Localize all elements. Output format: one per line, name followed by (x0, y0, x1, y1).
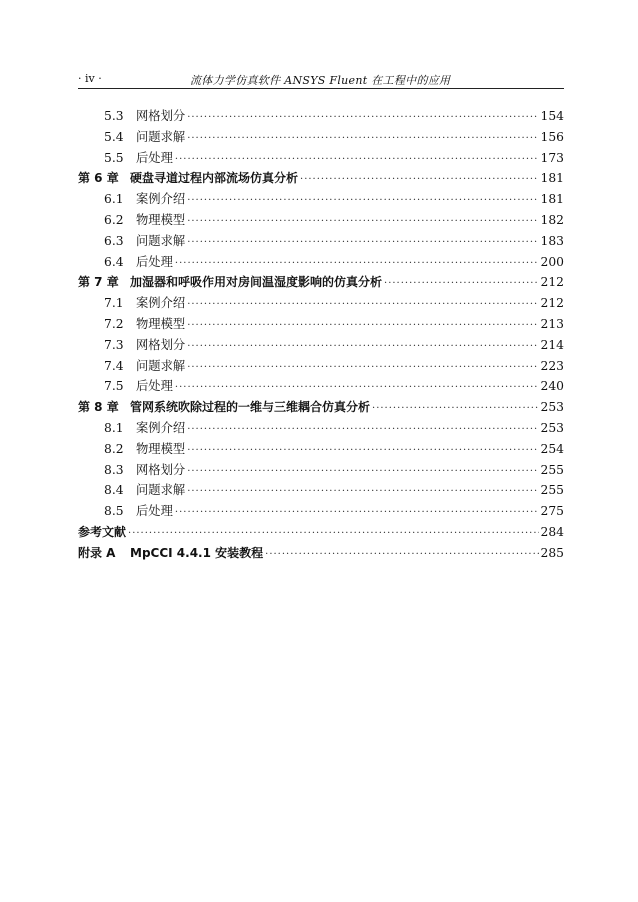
toc-page: 214 (540, 337, 564, 352)
toc-title: 物理模型 (136, 316, 186, 331)
running-title: 流体力学仿真软件 ANSYS Fluent 在工程中的应用 (190, 74, 451, 87)
toc-title: 物理模型 (136, 212, 186, 227)
toc-appendix[interactable] (78, 543, 564, 564)
toc-page: 285 (540, 545, 564, 560)
toc-entry[interactable] (78, 439, 564, 460)
toc-title: 案例介绍 (136, 192, 186, 207)
chapter-number: 第 8 章 (78, 400, 119, 415)
toc-number: 8.3 (104, 462, 124, 477)
toc-number: 7.3 (104, 337, 124, 352)
leader-dots (265, 545, 538, 566)
toc-title: 问题求解 (136, 129, 186, 144)
toc-chapter[interactable] (78, 397, 564, 418)
chapter-title: 管网系统吹除过程的一维与三维耦合仿真分析 (130, 400, 371, 415)
toc-entry[interactable] (78, 460, 564, 481)
toc-title: 问题求解 (136, 358, 186, 373)
toc-entry[interactable] (78, 376, 564, 397)
toc-page: 212 (540, 275, 564, 290)
toc-page: 182 (540, 212, 564, 227)
toc-number: 7.4 (104, 358, 124, 373)
toc-page: 156 (540, 129, 564, 144)
toc-number: 6.3 (104, 233, 124, 248)
toc-page: 200 (540, 254, 564, 269)
leader-dots (384, 274, 539, 295)
toc-entry[interactable] (78, 210, 564, 231)
toc-page: 173 (540, 150, 564, 165)
toc-number: 7.1 (104, 296, 124, 311)
leader-dots (187, 337, 538, 358)
toc-page: 253 (540, 420, 564, 435)
toc-page: 255 (540, 483, 564, 498)
toc-page: 284 (540, 524, 564, 539)
leader-dots (187, 358, 538, 379)
toc-entry[interactable] (78, 356, 564, 377)
toc-title: 物理模型 (136, 441, 186, 456)
leader-dots (187, 316, 538, 337)
toc-entry[interactable] (78, 127, 564, 148)
table-of-contents (78, 106, 564, 564)
toc-number: 8.4 (104, 483, 124, 498)
chapter-title: 加湿器和呼吸作用对房间温湿度影响的仿真分析 (130, 275, 383, 290)
leader-dots (187, 212, 538, 233)
toc-page: 181 (540, 192, 564, 207)
leader-dots (187, 108, 538, 129)
toc-entry[interactable] (78, 480, 564, 501)
toc-number: 5.3 (104, 109, 124, 123)
leader-dots (175, 378, 539, 399)
toc-number: 5.5 (104, 150, 124, 165)
toc-entry[interactable] (78, 314, 564, 335)
toc-title: 案例介绍 (136, 296, 186, 311)
toc-chapter[interactable] (78, 168, 564, 189)
toc-page: 254 (540, 441, 564, 456)
toc-page: 223 (540, 358, 564, 373)
toc-title: 后处理 (136, 254, 173, 269)
toc-number: 8.1 (104, 420, 124, 435)
toc-entry[interactable] (78, 148, 564, 169)
toc-entry[interactable] (78, 501, 564, 522)
toc-entry[interactable] (78, 252, 564, 273)
chapter-number: 第 6 章 (78, 171, 119, 186)
leader-dots (128, 524, 539, 545)
leader-dots (372, 399, 539, 420)
toc-entry[interactable] (78, 231, 564, 252)
toc-number: 6.4 (104, 254, 124, 269)
toc-page: 275 (540, 504, 564, 519)
toc-title: 后处理 (136, 150, 173, 165)
leader-dots (175, 150, 539, 171)
appendix-number: 附录 A (78, 545, 116, 560)
toc-number: 7.5 (104, 379, 124, 394)
leader-dots (187, 129, 538, 150)
leader-dots (175, 503, 539, 524)
toc-entry[interactable] (78, 106, 564, 127)
toc-title: 案例介绍 (136, 420, 186, 435)
leader-dots (187, 191, 538, 212)
leader-dots (187, 295, 538, 316)
toc-references[interactable] (78, 522, 564, 543)
leader-dots (187, 482, 538, 503)
toc-page: 253 (540, 400, 564, 415)
toc-title: 网格划分 (136, 337, 186, 352)
page-header (78, 70, 564, 89)
leader-dots (187, 441, 538, 462)
toc-title: 网格划分 (136, 462, 186, 477)
toc-page: 255 (540, 462, 564, 477)
toc-number: 8.2 (104, 441, 124, 456)
appendix-title: MpCCI 4.4.1 安装教程 (130, 545, 264, 560)
leader-dots (175, 254, 539, 275)
toc-number: 6.2 (104, 212, 124, 227)
toc-page: 154 (540, 109, 564, 123)
references-title: 参考文献 (78, 524, 127, 539)
toc-page: 212 (540, 296, 564, 311)
toc-chapter[interactable] (78, 272, 564, 293)
toc-title: 网格划分 (136, 109, 186, 123)
toc-title: 后处理 (136, 379, 173, 394)
leader-dots (187, 420, 538, 441)
toc-number: 8.5 (104, 504, 124, 519)
toc-number: 7.2 (104, 316, 124, 331)
toc-page: 240 (540, 379, 564, 394)
toc-entry[interactable] (78, 418, 564, 439)
toc-entry[interactable] (78, 189, 564, 210)
chapter-title: 硬盘寻道过程内部流场仿真分析 (130, 171, 299, 186)
toc-page: 183 (540, 233, 564, 248)
leader-dots (300, 170, 539, 191)
toc-title: 问题求解 (136, 483, 186, 498)
toc-number: 5.4 (104, 129, 124, 144)
toc-entry[interactable] (78, 293, 564, 314)
leader-dots (187, 462, 538, 483)
chapter-number: 第 7 章 (78, 275, 119, 290)
toc-page: 213 (540, 316, 564, 331)
toc-title: 问题求解 (136, 233, 186, 248)
toc-page: 181 (540, 171, 564, 186)
page-number: · iv · (78, 72, 102, 85)
leader-dots (187, 233, 538, 254)
toc-title: 后处理 (136, 504, 173, 519)
toc-number: 6.1 (104, 192, 124, 207)
toc-entry[interactable] (78, 335, 564, 356)
